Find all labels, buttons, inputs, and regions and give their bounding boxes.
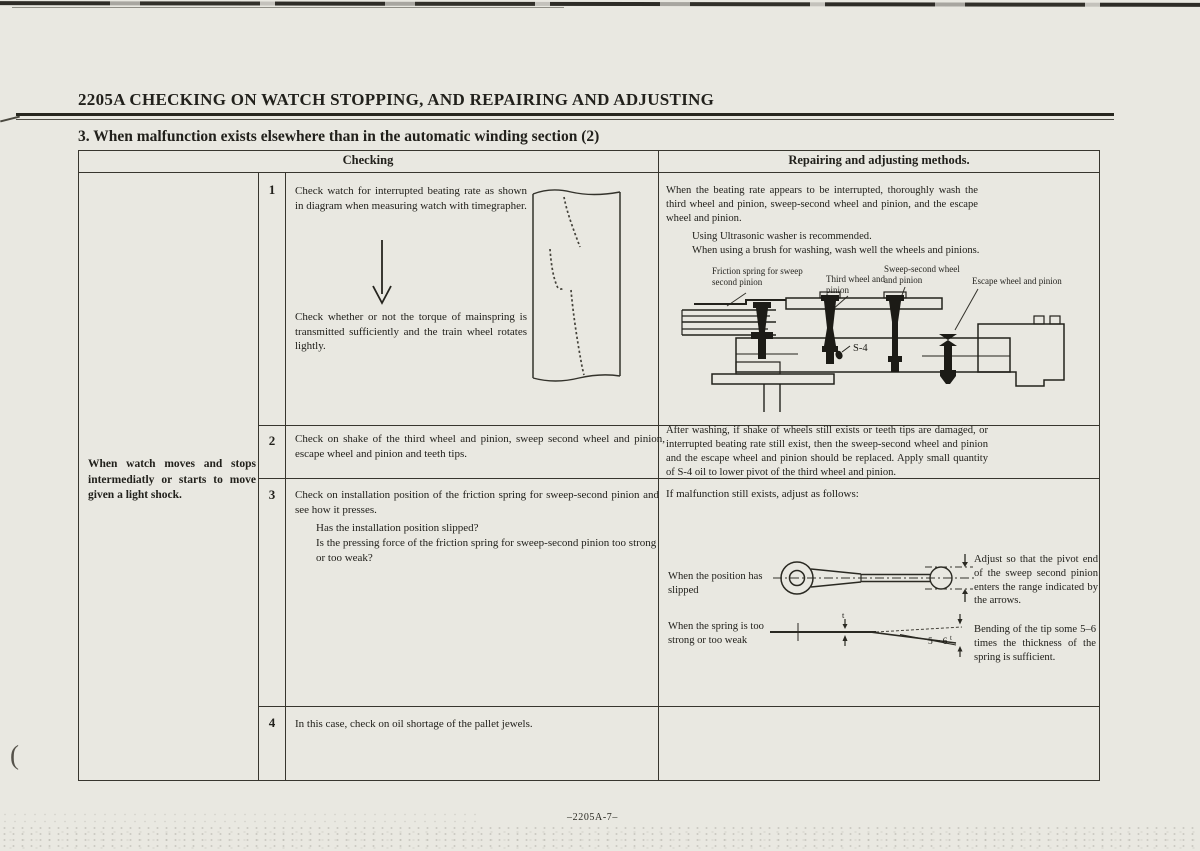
row3-check-question-1: Has the installation position slipped? (316, 522, 479, 534)
row1-repair-note-2: When using a brush for washing, wash well the wheels and pinions. (692, 245, 980, 256)
bend-amount-sup: t (950, 634, 952, 642)
row1-check-paragraph-1: Check watch for interrupted beating rate as shown in diagram when measuring watch with timegrapher. (295, 185, 527, 212)
row3-check-question-2: Is the pressing force of the friction spring for sweep-second pinion too strong or too weak? (316, 537, 657, 564)
case2-label: When the spring is too strong or too weak (668, 621, 764, 647)
row2-repair-paragraph: After washing, if shake of wheels still exists or teeth tips are damaged, or interrupted beating rate still exist, then the sweep-second wheel and pinion and the escape wheel and pinion should be replaced. Apply small quantity of S-4 oil to lower pivot of the third wheel and pinion. (666, 425, 988, 479)
label-third-wheel: Third wheel and pinion (826, 274, 885, 295)
column-header-repairing: Repairing and adjusting methods. (788, 153, 970, 167)
page-number: –2205A-7– (567, 812, 618, 823)
section-title: 3. When malfunction exists elsewhere than in the automatic winding section (2) (78, 128, 600, 145)
row1-check-paragraph-2: Check whether or not the torque of mainspring is transmitted sufficiently and the train wheel rotates lightly. (295, 311, 527, 353)
friction-spring-diagram (773, 552, 975, 606)
column-divider-main (658, 150, 659, 781)
row3-check-paragraph: Check on installation position of the friction spring for sweep-second pinion and see how it presses. (295, 489, 659, 516)
label-escape-wheel: Escape wheel and pinion (972, 276, 1062, 286)
page-title: 2205A CHECKING ON WATCH STOPPING, AND REPAIRING AND ADJUSTING (78, 90, 715, 109)
scan-edge-top (0, 1, 1200, 7)
row4-check-paragraph: In this case, check on oil shortage of the pallet jewels. (295, 718, 533, 730)
case1-note: Adjust so that the pivot end of the sweep second pinion enters the range indicated by the arrows. (974, 554, 1098, 607)
row2-check-paragraph: Check on shake of the third wheel and pinion, sweep second wheel and pinion, escape wheel and pinion and teeth tips. (295, 433, 665, 460)
case2-note: Bending of the tip some 5–6 times the thickness of the spring is sufficient. (974, 624, 1096, 663)
column-divider-symptom (258, 172, 259, 781)
label-friction-spring: Friction spring for sweep second pinion (712, 266, 803, 287)
margin-paren-artifact: ( (10, 740, 19, 770)
symptom-text: When watch moves and stops intermediatly or starts to move given a light shock. (88, 458, 256, 502)
timegrapher-tape-diagram (523, 187, 633, 385)
spring-bend-diagram (770, 610, 974, 660)
movement-cross-section-diagram (678, 262, 1088, 414)
row1-repair-paragraph: When the beating rate appears to be interrupted, thoroughly wash the third wheel and pinion, sweep-second wheel and pinion, and the escape wheel and pinion. (666, 185, 978, 225)
scan-edge-top-faint (12, 7, 564, 8)
down-arrow-icon (368, 240, 396, 306)
scan-edge-bottom (0, 825, 1200, 851)
label-oil-s4: S-4 (853, 343, 868, 354)
header-row-divider (78, 172, 1100, 173)
title-rule (16, 113, 1114, 120)
case1-label: When the position has slipped (668, 571, 763, 597)
column-header-checking: Checking (342, 153, 394, 167)
row-divider-3-4 (258, 706, 1100, 707)
row1-repair-note-1: Using Ultrasonic washer is recommended. (692, 231, 872, 242)
label-sweep-second-wheel: Sweep-second wheel and pinion (884, 264, 960, 285)
thickness-label: t (842, 610, 845, 620)
bend-amount-label: 5 ~ 6 (928, 637, 948, 647)
row-number-4: 4 (268, 715, 276, 730)
row-number-3: 3 (268, 487, 276, 502)
row-number-1: 1 (268, 182, 276, 197)
row-number-2: 2 (268, 433, 276, 448)
cross-section-drawing (678, 262, 1088, 414)
column-divider-number (285, 172, 286, 781)
row3-repair-intro: If malfunction still exists, adjust as follows: (666, 488, 859, 500)
